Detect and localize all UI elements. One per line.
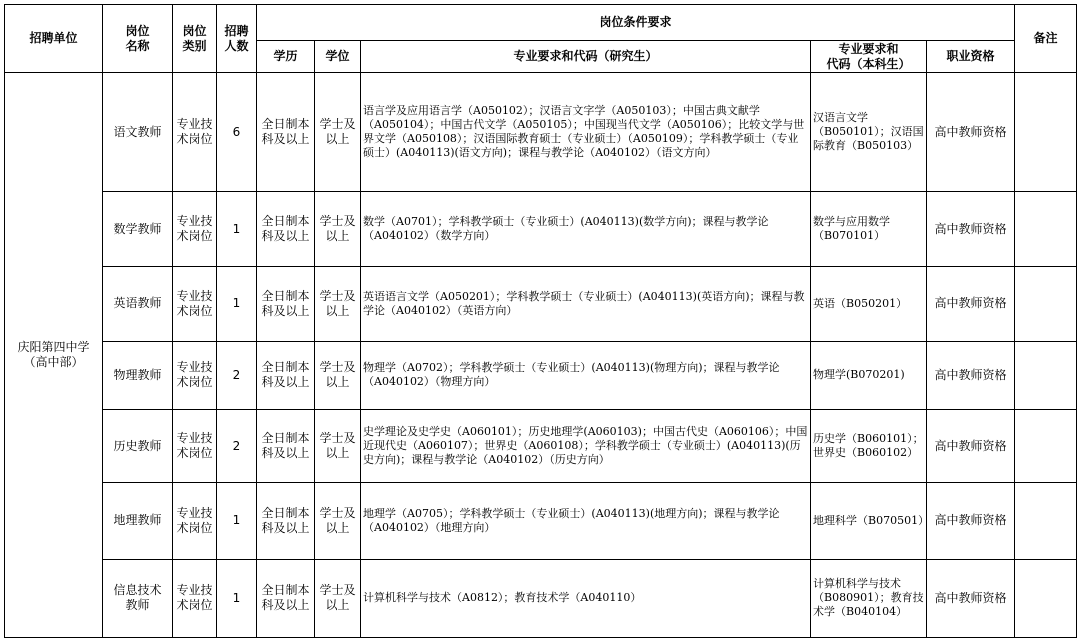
major-undergrad-cell: 计算机科学与技术（B080901）；教育技术学（B040104） <box>811 559 927 637</box>
qualification-cell: 高中教师资格 <box>927 191 1015 266</box>
count-cell: 1 <box>217 267 257 341</box>
remark-cell <box>1015 73 1077 192</box>
qualification-cell: 高中教师资格 <box>927 341 1015 409</box>
major-undergrad-cell: 历史学（B060101）；世界史（B060102） <box>811 409 927 482</box>
header-major-undergrad: 专业要求和 代码（本科生） <box>811 41 927 73</box>
unit-cell: 庆阳第四中学 （高中部） <box>5 73 103 638</box>
post-type-cell: 专业技 术岗位 <box>173 341 217 409</box>
remark-cell <box>1015 483 1077 559</box>
post-name-cell: 地理教师 <box>103 483 173 559</box>
qualification-cell: 高中教师资格 <box>927 267 1015 341</box>
header-remarks: 备注 <box>1015 5 1077 73</box>
remark-cell <box>1015 341 1077 409</box>
degree-cell: 学士及 以上 <box>315 191 361 266</box>
education-cell: 全日制本 科及以上 <box>257 191 315 266</box>
major-grad-cell: 数学（A0701）；学科教学硕士（专业硕士）(A040113)(数学方向)；课程与教学论（A040102）（数学方向） <box>361 191 811 266</box>
remark-cell <box>1015 409 1077 482</box>
post-name-cell: 历史教师 <box>103 409 173 482</box>
header-conditions: 岗位条件要求 <box>257 5 1015 41</box>
degree-cell: 学士及 以上 <box>315 73 361 192</box>
major-grad-cell: 计算机科学与技术（A0812）；教育技术学（A040110） <box>361 559 811 637</box>
education-cell: 全日制本 科及以上 <box>257 483 315 559</box>
post-name-cell: 物理教师 <box>103 341 173 409</box>
count-cell: 2 <box>217 341 257 409</box>
major-undergrad-cell: 数学与应用数学（B070101） <box>811 191 927 266</box>
major-undergrad-cell: 英语（B050201） <box>811 267 927 341</box>
header-degree: 学位 <box>315 41 361 73</box>
count-cell: 2 <box>217 409 257 482</box>
table-row <box>5 191 1077 266</box>
qualification-cell: 高中教师资格 <box>927 559 1015 637</box>
table-row <box>5 341 1077 409</box>
post-name-cell: 英语教师 <box>103 267 173 341</box>
education-cell: 全日制本 科及以上 <box>257 559 315 637</box>
table-row <box>5 409 1077 482</box>
education-cell: 全日制本 科及以上 <box>257 267 315 341</box>
table-row <box>5 483 1077 559</box>
post-type-cell: 专业技 术岗位 <box>173 409 217 482</box>
header-post-name: 岗位 名称 <box>103 5 173 73</box>
post-name-cell: 信息技术 教师 <box>103 559 173 637</box>
major-undergrad-cell: 物理学(B070201) <box>811 341 927 409</box>
remark-cell <box>1015 559 1077 637</box>
recruitment-table <box>4 4 1077 638</box>
qualification-cell: 高中教师资格 <box>927 73 1015 192</box>
post-type-cell: 专业技 术岗位 <box>173 483 217 559</box>
header-row-1 <box>5 5 1077 41</box>
major-undergrad-cell: 地理科学（B070501） <box>811 483 927 559</box>
post-type-cell: 专业技 术岗位 <box>173 559 217 637</box>
header-post-type: 岗位 类别 <box>173 5 217 73</box>
remark-cell <box>1015 267 1077 341</box>
degree-cell: 学士及 以上 <box>315 409 361 482</box>
degree-cell: 学士及 以上 <box>315 341 361 409</box>
degree-cell: 学士及 以上 <box>315 267 361 341</box>
table-row <box>5 267 1077 341</box>
qualification-cell: 高中教师资格 <box>927 409 1015 482</box>
degree-cell: 学士及 以上 <box>315 483 361 559</box>
degree-cell: 学士及 以上 <box>315 559 361 637</box>
post-name-cell: 语文教师 <box>103 73 173 192</box>
count-cell: 1 <box>217 483 257 559</box>
major-grad-cell: 史学理论及史学史（A060101）；历史地理学(A060103)；中国古代史（A060106）；中国近现代史（A060107）；世界史（A060108）；学科教学硕士（专业硕士）(A040113)(历史方向)；课程与教学论（A040102）（历史方向） <box>361 409 811 482</box>
post-type-cell: 专业技 术岗位 <box>173 267 217 341</box>
qualification-cell: 高中教师资格 <box>927 483 1015 559</box>
post-name-cell: 数学教师 <box>103 191 173 266</box>
major-grad-cell: 物理学（A0702）；学科教学硕士（专业硕士）(A040113)(物理方向)；课程与教学论（A040102）（物理方向） <box>361 341 811 409</box>
header-education: 学历 <box>257 41 315 73</box>
header-qualification: 职业资格 <box>927 41 1015 73</box>
header-major-grad: 专业要求和代码（研究生） <box>361 41 811 73</box>
table-row <box>5 73 1077 192</box>
table-row <box>5 559 1077 637</box>
count-cell: 1 <box>217 559 257 637</box>
post-type-cell: 专业技 术岗位 <box>173 191 217 266</box>
major-grad-cell: 地理学（A0705）；学科教学硕士（专业硕士）(A040113)(地理方向)；课程与教学论（A040102）（地理方向） <box>361 483 811 559</box>
major-grad-cell: 语言学及应用语言学（A050102）；汉语言文字学（A050103）；中国古典文献学（A050104）；中国古代文学（A050105）；中国现当代文学（A050106）；比较文学与世界文学（A050108）；汉语国际教育硕士（专业硕士）（A050109）；学科教学硕士（专业硕士）(A040113)(语文方向)；课程与教学论（A040102）（语文方向） <box>361 73 811 192</box>
education-cell: 全日制本 科及以上 <box>257 409 315 482</box>
post-type-cell: 专业技 术岗位 <box>173 73 217 192</box>
count-cell: 1 <box>217 191 257 266</box>
count-cell: 6 <box>217 73 257 192</box>
major-undergrad-cell: 汉语言文学（B050101）；汉语国际教育（B050103） <box>811 73 927 192</box>
remark-cell <box>1015 191 1077 266</box>
education-cell: 全日制本 科及以上 <box>257 341 315 409</box>
header-count: 招聘 人数 <box>217 5 257 73</box>
major-grad-cell: 英语语言文学（A050201）；学科教学硕士（专业硕士）(A040113)(英语方向)；课程与教学论（A040102）（英语方向） <box>361 267 811 341</box>
education-cell: 全日制本 科及以上 <box>257 73 315 192</box>
header-unit: 招聘单位 <box>5 5 103 73</box>
